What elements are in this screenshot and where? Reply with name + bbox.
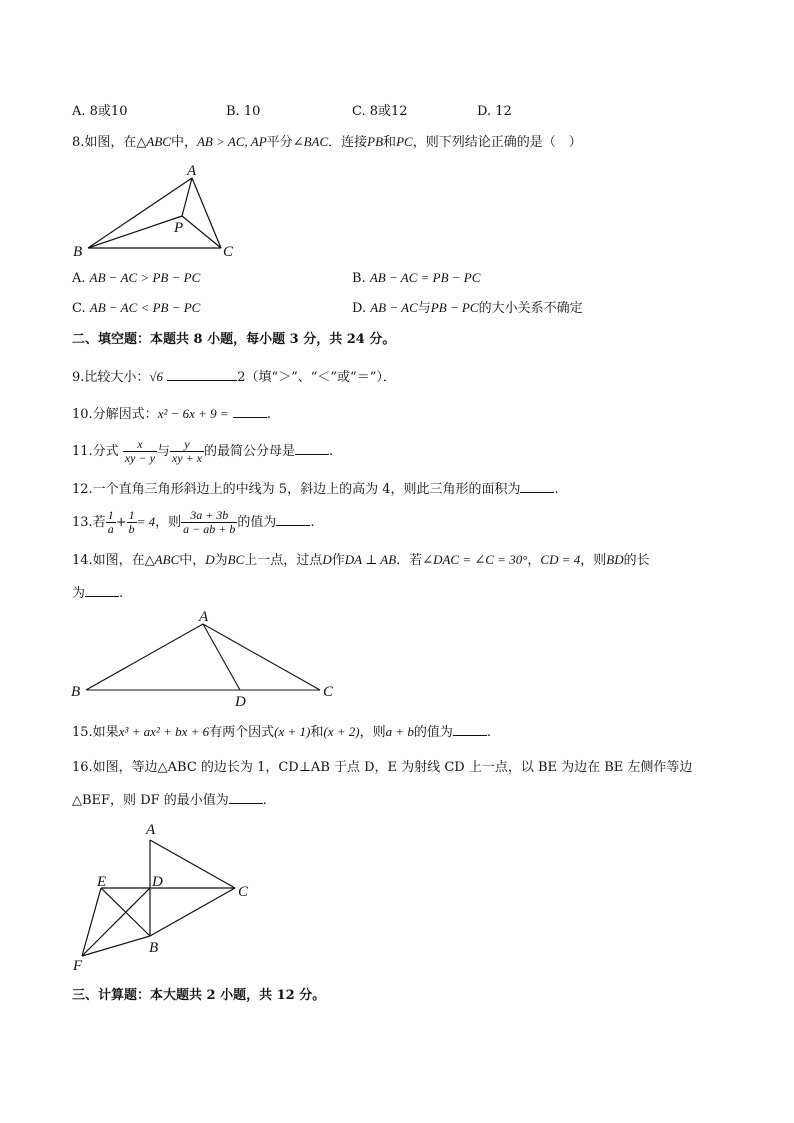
q13-text: ，则 [155,515,182,530]
q8-text: 和 [383,135,397,150]
q9-text: （填“＞”、“＜”或“＝”）． [245,370,396,385]
q7-option-d: D. 12 [477,104,512,119]
q15-answer-blank[interactable] [453,721,487,736]
q13-text: 13.若 [72,515,106,530]
q7-option-c: C. 8或12 [352,104,408,119]
q13-fraction-2 [127,509,137,536]
q16-label-d: D [152,874,163,890]
q16-answer-blank[interactable] [229,789,263,804]
q14-line-2 [72,582,123,604]
q14-text: ．若 [396,553,423,568]
q16-label-b: B [149,940,159,956]
q8-text: ．连接 [328,135,368,150]
q8-option-c: AB − AC < PB − PC [89,300,201,315]
q14-label-a: A [199,609,209,625]
q16-label-c: C [238,884,249,900]
q14-text: 中， [179,553,206,568]
q11-f2-den: xy + x [171,451,202,465]
q14-text: 14.如图，在 [72,553,145,568]
q12-answer-blank[interactable] [520,478,554,493]
q15-text: . [486,725,492,740]
section-2-heading: 二、填空题：本题共 8 小题，每小题 3 分，共 24 分。 [72,332,396,347]
q8-figure [70,160,250,260]
q11-text: 11.分式 [72,444,119,459]
q14-math: ∠DAC = ∠C = 30° [422,552,528,567]
q12-text: . [554,482,559,497]
q14-line-1 [72,550,650,571]
q14-text: 为 [72,586,86,601]
q8-text: 8.如图，在 [72,135,137,150]
q16-label-e: E [97,874,107,890]
q15 [72,721,491,743]
q13-text: . [310,515,315,530]
q8-options-row1 [72,268,481,289]
q13 [72,504,315,541]
q16-text: . [262,793,267,808]
q12 [72,478,559,500]
q13-fraction-1 [106,509,116,536]
q9-answer-blank[interactable] [167,366,237,381]
q14-text: 上一点，过点 [244,553,323,568]
q14-math: △ABC [144,552,180,567]
q15-math: a + b [385,724,414,739]
q13-f2-den: b [128,522,135,536]
q16-line-1: 16.如图，等边△ABC 的边长为 1，CD⊥AB 于点 D，E 为射线 CD 上一点，以 BE 为边在 BE 左侧作等边 [72,760,693,775]
q10 [72,403,271,425]
q8-options-row2 [72,298,583,319]
q14-text: 作 [331,553,345,568]
q11-f1-num: x [123,438,157,452]
q8-option-b-label: B. [352,271,366,286]
q8-option-d-text: 与 [417,301,431,316]
q11-answer-blank[interactable] [295,440,329,455]
q8-math: ∠BAC [292,134,329,149]
q15-text: 和 [310,725,324,740]
q9-two: 2 [237,370,246,385]
q11-f2-num: y [170,438,204,452]
q16-label-a: A [146,822,156,838]
q13-plus: + [115,515,127,530]
q10-answer-blank[interactable] [233,403,267,418]
q15-text: 的值为 [413,725,453,740]
q11-f1-den: xy − y [124,451,155,465]
q8-option-b-wrap [352,268,480,289]
q13-eq: = 4 [136,514,156,529]
q8-option-c-label: C. [72,301,86,316]
q8-label-a: A [187,163,197,179]
q14-math: CD = 4 [540,552,581,567]
q14-text: 为 [214,553,228,568]
q16-text: △BEF，则 DF 的最小值为 [72,793,229,808]
q8-text: ，则下列结论正确的是（ ） [412,135,582,150]
q13-f2-num: 1 [128,508,135,522]
q15-math: (x + 2) [323,724,360,739]
q14-answer-blank[interactable] [85,582,119,597]
q14-label-b: B [71,684,81,700]
q8-option-d-wrap [352,298,583,319]
q16-line-2 [72,789,267,811]
q14-figure [68,606,348,710]
q13-text: 的值为 [237,515,277,530]
q13-f3-num: 3a + 3b [181,509,237,523]
q9 [72,366,396,388]
q14-math: BD [606,552,624,567]
q14-math: DA ⊥ AB [344,552,397,567]
q11-text: . [329,444,334,459]
q14-text: ， [527,553,541,568]
q13-f1-den: a [107,522,114,536]
q8-text: 平分 [266,135,293,150]
q16-figure [70,820,270,975]
q14-text: . [119,586,124,601]
q8-label-b: B [73,244,83,260]
q8-label-p: P [174,220,184,236]
q14-label-d: D [235,694,246,710]
q15-math: (x + 1) [274,724,311,739]
q13-fraction-3 [181,509,237,536]
q15-math: x³ + ax² + bx + 6 [118,724,210,739]
q12-text: 12.一个直角三角形斜边上的中线为 5，斜边上的高为 4，则此三角形的面积为 [72,482,521,497]
q8-option-d-math: AB − AC [370,300,418,315]
q9-text: 9.比较大小： [72,370,150,385]
q14-math: D [205,552,215,567]
q10-text: . [266,407,271,422]
q8-option-a: AB − AC > PB − PC [89,270,201,285]
q13-answer-blank[interactable] [276,511,310,526]
q10-expr: x² − 6x + 9 = [157,406,229,421]
q14-label-c: C [323,684,334,700]
q15-text: 有两个因式 [209,725,275,740]
q15-text: ，则 [359,725,386,740]
q16-label-f: F [73,958,83,974]
q8-option-d-text: 的大小关系不确定 [478,301,583,316]
q8-math: PB [367,134,384,149]
q13-f1-num: 1 [107,508,114,522]
q7-option-b: B. 10 [226,104,261,119]
q8-option-d-label: D. [352,301,367,316]
q8-math: AB > AC, AP [196,134,267,149]
q10-text: 10.分解因式： [72,407,158,422]
q8-option-b: AB − AC = PB − PC [369,270,481,285]
q9-sqrt: √6 [149,369,164,384]
q7-option-a: A. 8或10 [72,104,128,119]
q11-text: 与 [156,444,170,459]
q8-math: △ABC [136,134,171,149]
q8-option-d-math: PB − PC [430,300,479,315]
q8-option-a-label: A. [72,271,86,286]
q14-math: BC [227,552,245,567]
q8-label-c: C [223,244,234,260]
q14-text: 的长 [623,553,650,568]
q14-math: D [322,552,332,567]
q8-text: 中， [170,135,197,150]
q11-fraction-2 [170,438,204,465]
q11-fraction-1 [123,438,157,465]
q8-math: PC [396,134,413,149]
q13-f3-den: a − ab + b [183,522,236,536]
section-3-heading: 三、计算题：本大题共 2 小题，共 12 分。 [72,988,326,1003]
q11 [72,434,333,470]
q11-text: 的最简公分母是 [204,444,296,459]
q15-text: 15.如果 [72,725,119,740]
q8-stem [72,132,582,153]
q14-text: ，则 [580,553,607,568]
